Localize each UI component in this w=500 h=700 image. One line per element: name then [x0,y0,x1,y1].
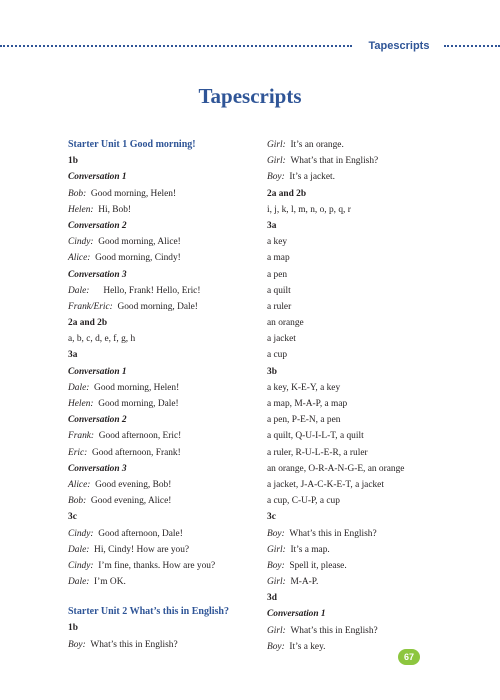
dialog-text: Good evening, Alice! [90,496,172,507]
dialog-line [68,380,268,396]
script-line: a pen [267,269,288,280]
section-heading: 2a and 2b [68,318,108,329]
speaker-label: Cindy: [68,528,94,539]
conversation-heading: Conversation 1 [267,609,326,620]
dialog-line [68,558,268,574]
section-heading: 3c [267,512,276,523]
script-line: a cup [267,350,288,361]
dialog-text: Good morning, Alice! [98,237,181,248]
script-line: an orange [267,318,304,329]
spacer [68,590,268,604]
speaker-label: Boy: [267,641,285,652]
section-heading: 1b [68,156,78,167]
conversation-heading: Conversation 3 [68,269,127,280]
script-line: a key [267,237,288,248]
dialog-line [68,202,268,218]
speaker-label: Frank: [68,431,95,442]
dialog-line [267,574,457,590]
section-heading: 3d [267,593,277,604]
speaker-label: Helen: [68,204,94,215]
speaker-label: Alice: [68,479,91,490]
dialog-line [68,477,268,493]
script-line: a cup, C-U-P, a cup [267,496,340,507]
dialog-line [68,574,268,590]
running-header [0,36,500,56]
section-heading: 3a [68,350,78,361]
script-line: a ruler [267,301,292,312]
speaker-label: Eric: [68,447,88,458]
section-heading: 3c [68,512,77,523]
conversation-heading: Conversation 2 [68,415,127,426]
dialog-line [68,396,268,412]
dialog-line [68,637,268,653]
speaker-label: Helen: [68,399,94,409]
dialog-line [267,558,457,574]
dialog-line [68,299,268,315]
speaker-label: Girl: [267,156,286,167]
speaker-label: Boy: [68,639,86,650]
script-line: a map [267,253,290,264]
dialog-line [68,234,268,250]
header-dotted-rule-right [444,45,500,47]
dialog-text: It’s a key. [289,641,326,652]
page-title: Tapescripts [198,84,302,108]
dialog-text: What’s this in English? [90,639,178,650]
conversation-heading: Conversation 1 [68,172,127,183]
dialog-line [267,153,457,169]
speaker-label: Boy: [267,172,285,183]
speaker-label: Girl: [267,544,286,555]
dialog-text: Good morning, Helen! [90,188,177,199]
script-line: a jacket [267,334,296,345]
script-line: a map, M-A-P, a map [267,399,348,409]
dialog-line [267,639,457,655]
script-line: a quilt [267,285,291,296]
speaker-label: Dale: [68,544,90,555]
speaker-label: Girl: [267,140,286,150]
dialog-text: It’s an orange. [290,140,344,150]
speaker-label: Boy: [267,528,285,539]
dialog-line [267,169,457,185]
dialog-line [68,428,268,444]
running-header-label: Tapescripts [368,40,430,52]
dialog-text: I’m fine, thanks. How are you? [98,560,216,571]
dialog-text: Good morning, Dale! [98,399,179,409]
dialog-text: Hello, Frank! Hello, Eric! [103,285,201,296]
speaker-label: Alice: [68,253,91,264]
dialog-line [267,526,457,542]
script-line: a, b, c, d, e, f, g, h [68,334,136,345]
speaker-label: Boy: [267,560,285,571]
script-line: a quilt, Q-U-I-L-T, a quilt [267,431,364,442]
right-column [267,137,457,655]
header-dotted-rule-left [0,45,352,47]
dialog-text: It’s a jacket. [289,172,335,183]
left-column [68,137,268,653]
speaker-label: Girl: [267,625,286,636]
speaker-label: Girl: [267,577,286,588]
unit-heading: Starter Unit 1 Good morning! [68,139,196,150]
dialog-line [68,493,268,509]
section-heading: 1b [68,623,78,634]
dialog-line [68,526,268,542]
dialog-text: Good morning, Dale! [117,301,198,312]
conversation-heading: Conversation 3 [68,463,127,474]
dialog-line [68,542,268,558]
dialog-text: What’s that in English? [290,156,379,167]
speaker-label: Dale: [68,382,90,393]
script-line: i, j, k, l, m, n, o, p, q, r [267,204,351,215]
dialog-text: What’s this in English? [290,625,378,636]
dialog-line [267,623,457,639]
dialog-text: I’m OK. [94,577,126,588]
dialog-text: Good afternoon, Eric! [98,431,182,442]
speaker-label: Cindy: [68,560,94,571]
dialog-text: Good evening, Bob! [95,479,172,490]
script-line: an orange, O-R-A-N-G-E, an orange [267,463,405,474]
dialog-text: Good morning, Cindy! [95,253,181,264]
dialog-text: Hi, Cindy! How are you? [94,544,190,555]
conversation-heading: Conversation 2 [68,220,127,231]
speaker-label: Bob: [68,188,87,199]
dialog-line [68,445,268,461]
dialog-line [68,186,268,202]
dialog-text: M-A-P. [290,577,319,588]
script-line: a key, K-E-Y, a key [267,382,341,393]
dialog-text: What’s this in English? [289,528,377,539]
page-number-badge: 67 [398,649,420,665]
dialog-text: It’s a map. [290,544,330,555]
dialog-line [267,542,457,558]
conversation-heading: Conversation 1 [68,366,127,377]
dialog-line [267,137,457,153]
script-line: a jacket, J-A-C-K-E-T, a jacket [267,479,384,490]
dialog-text: Spell it, please. [289,560,347,571]
unit-heading: Starter Unit 2 What’s this in English? [68,606,229,618]
section-heading: 3a [267,220,277,231]
section-heading: 2a and 2b [267,188,307,199]
speaker-label: Dale: [68,577,90,588]
speaker-label: Cindy: [68,237,94,248]
dialog-text: Good morning, Helen! [94,382,180,393]
section-heading: 3b [267,366,277,377]
speaker-label: Dale: [68,285,90,296]
dialog-text: Good afternoon, Frank! [91,447,181,458]
dialog-line [68,283,268,299]
script-line: a pen, P-E-N, a pen [267,415,341,426]
speaker-label: Frank/Eric: [68,301,113,312]
speaker-label: Bob: [68,496,87,507]
dialog-text: Hi, Bob! [98,204,132,215]
dialog-text: Good afternoon, Dale! [98,528,183,539]
dialog-line [68,250,268,266]
script-line: a ruler, R-U-L-E-R, a ruler [267,447,368,458]
